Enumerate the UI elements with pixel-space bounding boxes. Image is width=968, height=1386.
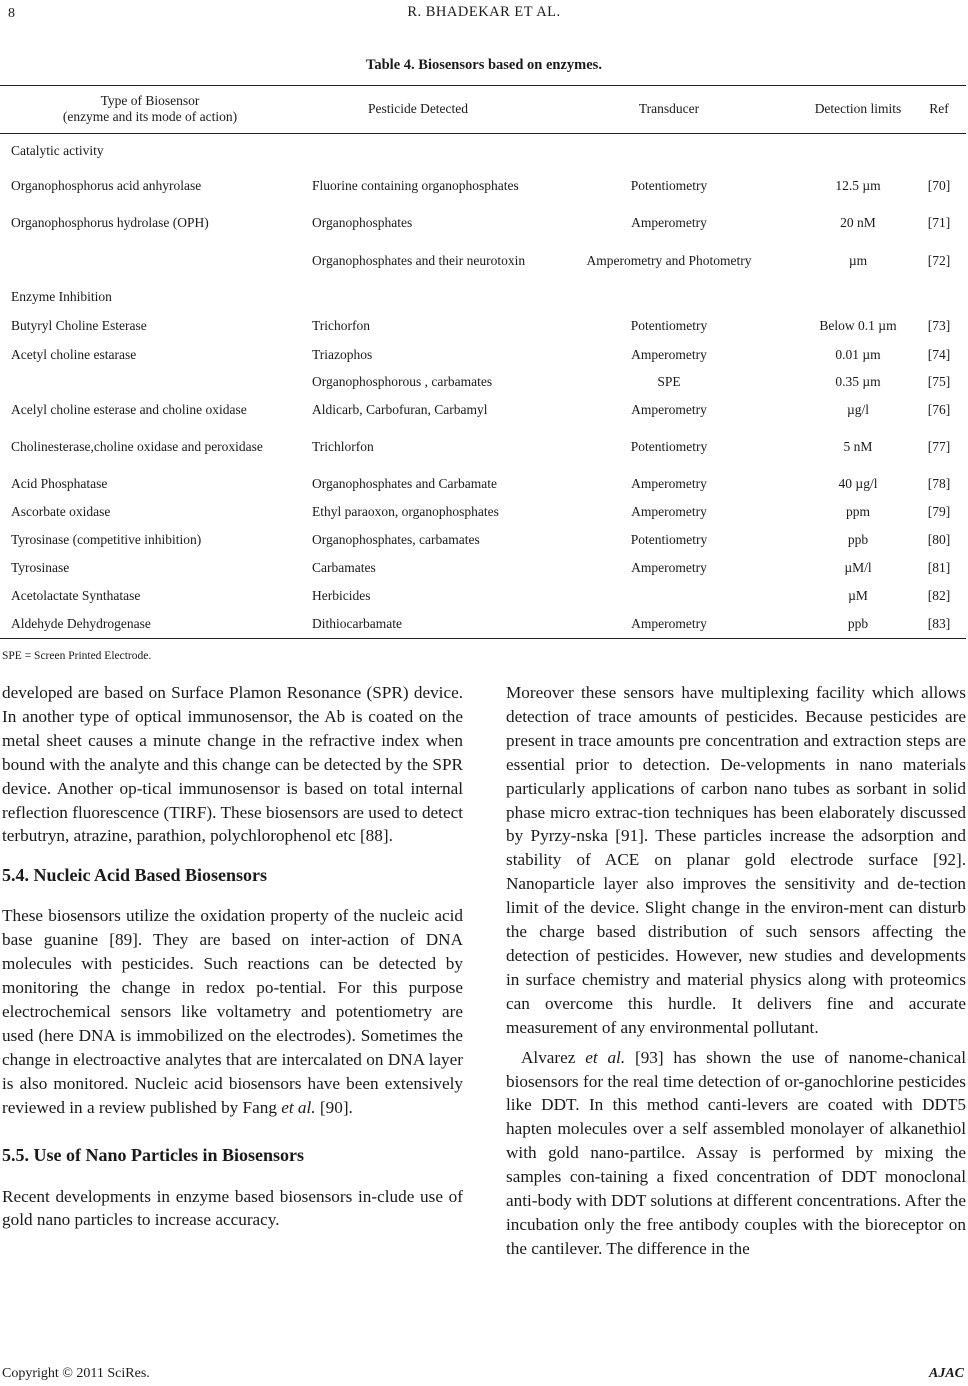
cell-transducer: Amperometry xyxy=(631,476,707,491)
header-type-line1: Type of Biosensor xyxy=(100,93,200,108)
table-row xyxy=(0,396,966,424)
left-column xyxy=(2,681,463,1232)
table-row xyxy=(0,498,966,526)
paragraph: developed are based on Surface Plamon Resonance (SPR) device. In another type of optical immunosensor, the Ab is coated on the metal sheet causes a minute change in the refractive index when bound with the analyte and this change can be detected by the SPR device. Another op-tical immunosensor is based on total internal reflection fluorescence (TIRF). These biosensors are used to detect terbutryn, atrazine, parathion, polychlorophenol etc [88]. xyxy=(2,683,463,846)
section-label-inhibition: Enzyme Inhibition xyxy=(11,289,112,304)
cell-type: Acetolactate Synthatase xyxy=(11,588,141,603)
cell-detection: 20 nM xyxy=(840,215,876,230)
table-section-row xyxy=(0,283,966,311)
cell-transducer: Potentiometry xyxy=(630,439,708,454)
section-heading: 5.5. Use of Nano Particles in Biosensors xyxy=(2,1144,304,1165)
cell-pesticide: Fluorine containing organophosphates xyxy=(312,178,519,193)
cell-detection: ppb xyxy=(847,532,869,547)
footer-journal: AJAC xyxy=(928,1366,964,1381)
page-number: 8 xyxy=(8,6,15,21)
cell-detection: 40 µg/l xyxy=(838,476,878,491)
table-row xyxy=(0,165,966,207)
cell-type: Acelyl choline esterase and choline oxidase xyxy=(11,402,247,417)
table-header xyxy=(0,85,966,133)
cell-pesticide: Trichorfon xyxy=(312,318,371,333)
table-row xyxy=(0,610,966,638)
et-al-italic: et al. xyxy=(585,1047,626,1067)
cell-pesticide: Organophosphorous , carbamates xyxy=(312,374,493,389)
cell-pesticide: Aldicarb, Carbofuran, Carbamyl xyxy=(312,402,488,417)
cell-ref: [72] xyxy=(927,253,951,268)
cell-pesticide: Carbamates xyxy=(312,560,376,575)
cell-detection: µm xyxy=(848,253,868,268)
cell-transducer: Amperometry xyxy=(631,560,707,575)
table-row xyxy=(0,368,966,396)
cell-ref: [71] xyxy=(927,215,951,230)
table-row xyxy=(0,311,966,341)
running-title: R. BHADEKAR ET AL. xyxy=(407,4,561,20)
table-row xyxy=(0,207,966,239)
cell-transducer: Amperometry xyxy=(631,346,707,362)
cell-ref: [81] xyxy=(927,560,951,575)
cell-pesticide: Trichlorfon xyxy=(312,439,374,454)
cell-ref: [80] xyxy=(927,532,951,547)
paragraph xyxy=(2,904,463,1119)
table-section-row xyxy=(0,137,966,165)
cell-ref: [75] xyxy=(927,374,951,389)
cell-ref: [82] xyxy=(927,588,951,603)
cell-transducer: Potentiometry xyxy=(630,532,708,547)
et-al-italic: et al. xyxy=(281,1097,316,1117)
cell-transducer: Potentiometry xyxy=(630,318,708,333)
table-row xyxy=(0,341,966,368)
cell-type: Acid Phosphatase xyxy=(11,476,108,491)
cell-detection: 0.01 µm xyxy=(835,346,881,362)
paragraph-text: Alvarez xyxy=(521,1047,586,1067)
header-type xyxy=(0,85,300,133)
cell-transducer: Amperometry xyxy=(631,402,707,417)
section-label-catalytic: Catalytic activity xyxy=(11,143,104,158)
section-heading: 5.4. Nucleic Acid Based Biosensors xyxy=(2,865,268,886)
cell-type: Tyrosinase xyxy=(11,560,70,575)
cell-type: Aldehyde Dehydrogenase xyxy=(11,616,151,631)
cell-pesticide: Dithiocarbamate xyxy=(312,616,402,631)
cell-pesticide: Herbicides xyxy=(312,588,371,603)
cell-detection: 5 nM xyxy=(843,439,873,454)
cell-detection: µM xyxy=(848,588,868,603)
cell-detection: ppb xyxy=(847,616,869,631)
paragraph-text: [90]. xyxy=(315,1097,353,1117)
cell-type: Tyrosinase (competitive inhibition) xyxy=(11,532,202,547)
cell-detection: 0.35 µm xyxy=(835,374,881,389)
cell-detection: µM/l xyxy=(844,560,872,575)
table-bottom-rule xyxy=(0,638,966,639)
cell-transducer: SPE xyxy=(657,374,681,389)
paragraph-text: These biosensors utilize the oxidation property of the nucleic acid base guanine [89]. They are based on inter-action of DNA molecules with pesticides. Such reactions can be detected by monitoring the change in redox po-tential. For this purpose electrochemical sensors like voltametry and potentiometry are used (here DNA is immobilized on the electrodes). Sometimes the change in electroactive analytes that are intercalated on DNA layer is also monitored. Nucleic acid biosensors have been extensively reviewed in a review published by Fang xyxy=(2,906,463,1117)
cell-ref: [77] xyxy=(927,439,951,454)
table-row xyxy=(0,554,966,582)
cell-type xyxy=(11,368,296,396)
cell-detection: 12.5 µm xyxy=(835,178,881,193)
table-row xyxy=(0,470,966,498)
cell-type: Cholinesterase,choline oxidase and peroxidase xyxy=(11,439,263,454)
cell-type: Ascorbate oxidase xyxy=(11,504,111,519)
cell-transducer: Amperometry and Photometry xyxy=(586,253,752,268)
cell-ref: [70] xyxy=(927,178,951,193)
table-row xyxy=(0,239,966,283)
cell-ref: [76] xyxy=(927,402,951,417)
cell-transducer: Amperometry xyxy=(631,504,707,519)
cell-ref: [73] xyxy=(927,318,951,333)
paragraph: Moreover these sensors have multiplexing facility which allows detection of trace amounts of pesticides. Because pesticides are present in trace amounts pre concentration and extraction steps are essential prior to detection. De-velopments in nano materials particularly applications of carbon nano tubes as sorbant in solid phase micro extrac-tion techniques has been elaborately discussed by Pyrzy-nska [91]. These particles increase the adsorption and stability of ACE on planar gold electrode surface [92]. Nanoparticle layer also improves the sensitivity and de-tection limit of the device. Slight change in the environ-ment can disturb the charge based distribution of such sensors affecting the detection of pesticides. However, new studies and developments in surface chemistry and material physics along with proteomics can overcome this hurdle. It delivers fine and accurate measurement of any environmental pollutant. xyxy=(506,683,966,1037)
paragraph xyxy=(506,1046,966,1261)
header-detection: Detection limits xyxy=(814,101,902,116)
cell-type: Acetyl choline estarase xyxy=(11,346,137,362)
table-header-rule xyxy=(0,133,966,134)
cell-transducer: Amperometry xyxy=(631,215,707,230)
table-row xyxy=(0,526,966,554)
table-row xyxy=(0,424,966,470)
cell-ref: [74] xyxy=(927,346,951,362)
cell-transducer: Amperometry xyxy=(631,616,707,631)
cell-type: Organophosphorus acid anhyrolase xyxy=(11,178,202,193)
right-column xyxy=(506,681,966,1261)
cell-type: Butyryl Choline Esterase xyxy=(11,318,147,333)
cell-detection: µg/l xyxy=(846,402,870,417)
cell-pesticide: Organophosphates and their neurotoxin xyxy=(312,253,526,268)
paragraph: Recent developments in enzyme based biosensors in-clude use of gold nano particles to increase accuracy. xyxy=(2,1186,463,1230)
header-transducer: Transducer xyxy=(638,101,700,116)
cell-type: Organophosphorus hydrolase (OPH) xyxy=(11,215,209,230)
cell-transducer: Potentiometry xyxy=(630,178,708,193)
header-ref: Ref xyxy=(929,101,949,116)
table-caption: Table 4. Biosensors based on enzymes. xyxy=(366,57,602,73)
cell-detection: ppm xyxy=(845,504,870,519)
cell-ref: [79] xyxy=(927,504,951,519)
header-pesticide: Pesticide Detected xyxy=(367,101,469,116)
cell-pesticide: Triazophos xyxy=(312,346,373,362)
footer-copyright: Copyright © 2011 SciRes. xyxy=(2,1366,150,1381)
cell-type xyxy=(11,239,296,283)
table-row xyxy=(0,582,966,610)
cell-ref: [83] xyxy=(927,616,951,631)
header-type-line2: (enzyme and its mode of action) xyxy=(62,109,238,124)
cell-pesticide: Ethyl paraoxon, organophosphates xyxy=(312,504,499,519)
cell-ref: [78] xyxy=(927,476,951,491)
cell-pesticide: Organophosphates xyxy=(312,215,413,230)
cell-detection: Below 0.1 µm xyxy=(819,318,897,333)
paragraph-text: [93] has shown the use of nanome-chanical biosensors for the real time detection of or-ganochlorine pesticides like DDT. In this method canti-levers are coated with DDT5 hapten molecules over a self assembled monolayer of alkanethiol with gold nano-partilce. Assay is performed by mixing the samples con-taining a fixed concentration of DDT monoclonal anti-body with DDT solutions at different concentrations. After the incubation only the free antibody couples with the bioreceptor on the cantilever. The difference in the xyxy=(506,1047,966,1258)
cell-pesticide: Organophosphates and Carbamate xyxy=(312,476,497,491)
cell-pesticide: Organophosphates, carbamates xyxy=(312,532,480,547)
table-footnote: SPE = Screen Printed Electrode. xyxy=(2,650,152,662)
cell-transducer xyxy=(547,582,791,610)
